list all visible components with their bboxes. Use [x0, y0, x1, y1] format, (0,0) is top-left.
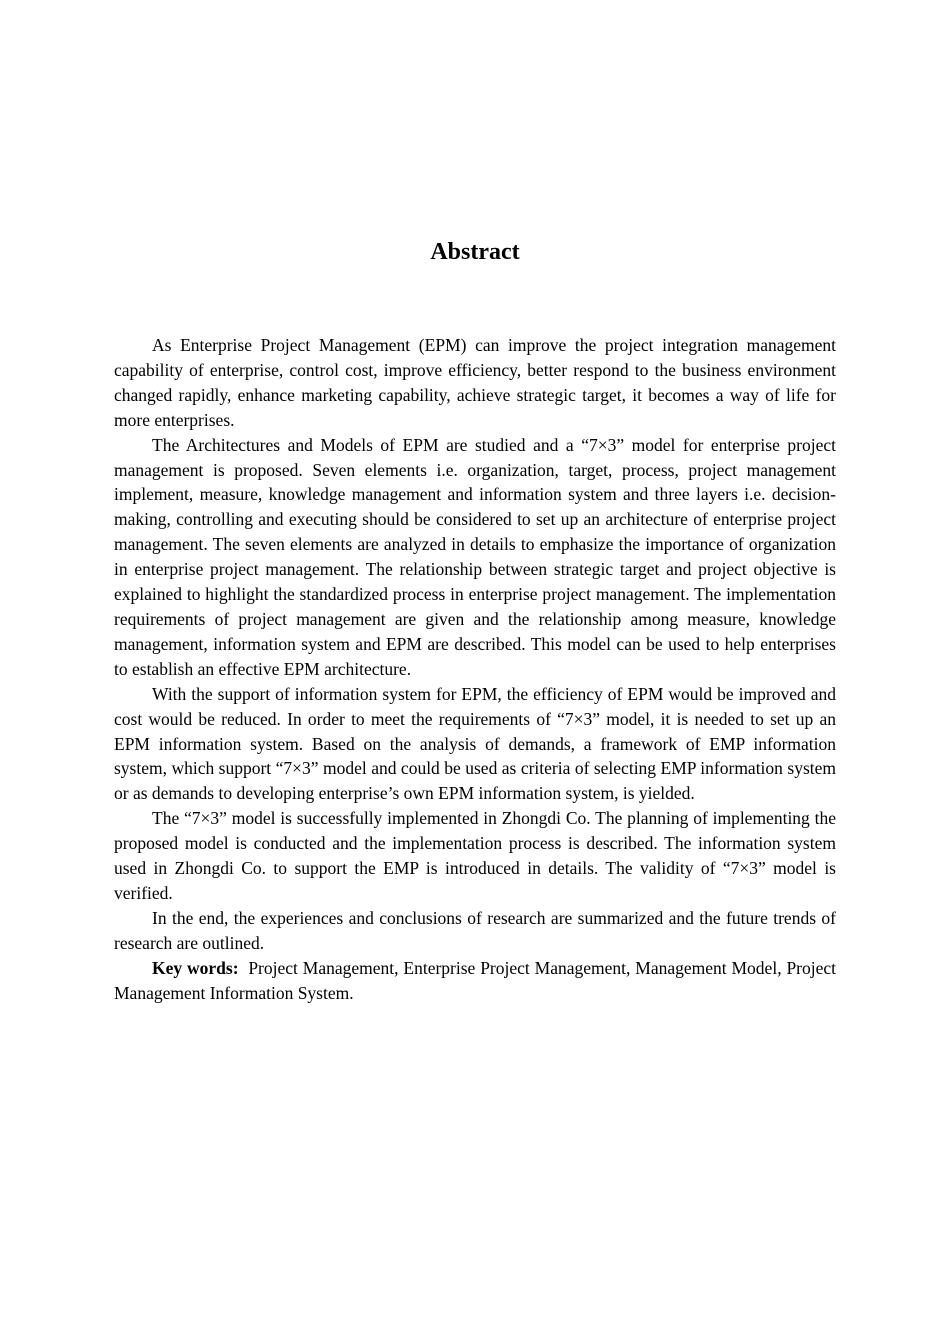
abstract-paragraph-4: The “7×3” model is successfully implemented in Zhongdi Co. The planning of implementing the proposed model is conducted and the implementation process is described. The information system used in Zhongdi Co. to support the EMP is introduced in details. The validity of “7×3” model is verified.: [114, 808, 836, 903]
abstract-paragraph-2: The Architectures and Models of EPM are studied and a “7×3” model for enterprise project management is proposed. Seven elements i.e. organization, target, process, project management implement, measure, knowledge management and information system and three layers i.e. decision-making, controlling and executing should be considered to set up an architecture of enterprise project management. The seven elements are analyzed in details to emphasize the importance of organization in enterprise project management. The relationship between strategic target and project objective is explained to highlight the standardized process in enterprise project management. The implementation requirements of project management are given and the relationship among measure, knowledge management, information system and EPM are described. This model can be used to help enterprises to establish an effective EPM architecture.: [114, 434, 836, 679]
page-title: Abstract: [430, 239, 520, 265]
abstract-paragraph-5: In the end, the experiences and conclusions of research are summarized and the future trends of research are outlined.: [114, 907, 836, 953]
abstract-paragraph-1: As Enterprise Project Management (EPM) can improve the project integration management capability of enterprise, control cost, improve efficiency, better respond to the business environment changed rapidly, enhance marketing capability, achieve strategic target, it becomes a way of life for more enterprises.: [114, 335, 836, 430]
keywords-text: Project Management, Enterprise Project Management, Management Model, Project Management Information System.: [114, 957, 837, 1003]
keywords-paragraph: [114, 956, 836, 1006]
abstract-paragraph-3: With the support of information system for EPM, the efficiency of EPM would be improved and cost would be reduced. In order to meet the requirements of “7×3” model, it is needed to set up an EPM information system. Based on the analysis of demands, a framework of EMP information system, which support “7×3” model and could be used as criteria of selecting EMP information system or as demands to developing enterprise’s own EPM information system, is yielded.: [114, 683, 836, 804]
abstract-body: [114, 333, 836, 1005]
keywords-label: Key words:: [152, 957, 239, 978]
